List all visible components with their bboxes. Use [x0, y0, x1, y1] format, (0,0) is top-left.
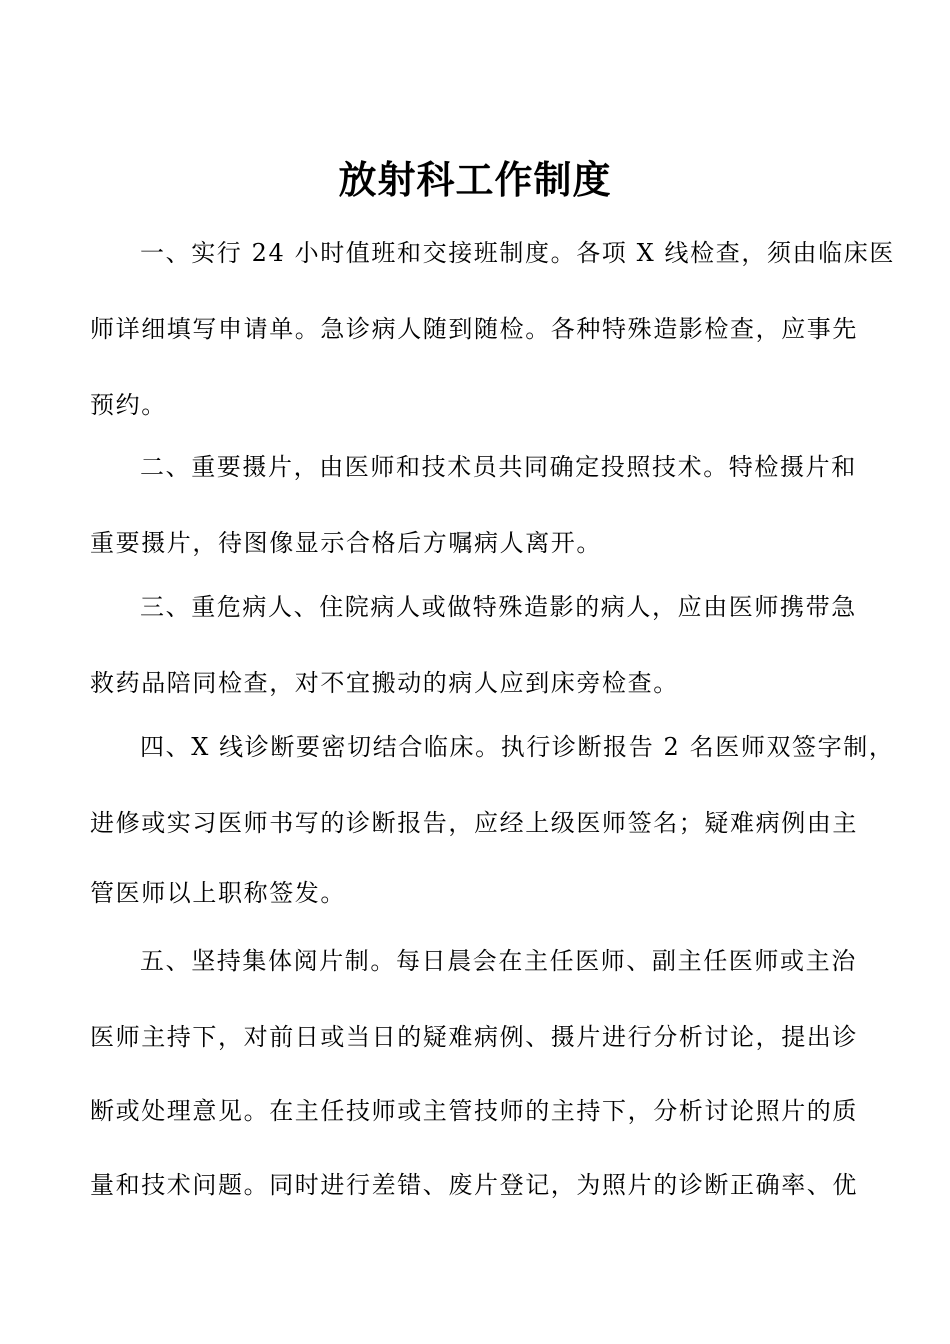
paragraph-line: 三、重危病人、住院病人或做特殊造影的病人，应由医师携带急 — [140, 593, 857, 621]
paragraph-line: 预约。 — [90, 391, 167, 419]
paragraph-line: 管医师以上职称签发。 — [90, 879, 346, 907]
paragraph-line: 断或处理意见。在主任技师或主管技师的主持下，分析讨论照片的质 — [90, 1097, 858, 1125]
paragraph-line: 五、坚持集体阅片制。每日晨会在主任医师、副主任医师或主治 — [140, 947, 857, 975]
paragraph-line: 重要摄片，待图像显示合格后方嘱病人离开。 — [90, 529, 602, 557]
paragraph-line: 医师主持下，对前日或当日的疑难病例、摄片进行分析讨论，提出诊 — [90, 1023, 858, 1051]
paragraph-line: 救药品陪同检查，对不宜搬动的病人应到床旁检查。 — [90, 669, 679, 697]
paragraph-line: 进修或实习医师书写的诊断报告，应经上级医师签名；疑难病例由主 — [90, 809, 858, 837]
paragraph-line: 四、X 线诊断要密切结合临床。执行诊断报告 2 名医师双签字制， — [140, 733, 895, 761]
paragraph-line: 师详细填写申请单。急诊病人随到随检。各种特殊造影检查，应事先 — [90, 315, 858, 343]
paragraph-line: 一、实行 24 小时值班和交接班制度。各项 X 线检查，须由临床医 — [140, 239, 895, 267]
paragraph-line: 二、重要摄片，由医师和技术员共同确定投照技术。特检摄片和 — [140, 453, 857, 481]
document-title: 放射科工作制度 — [338, 157, 612, 202]
paragraph-line: 量和技术问题。同时进行差错、废片登记，为照片的诊断正确率、优 — [90, 1171, 858, 1199]
